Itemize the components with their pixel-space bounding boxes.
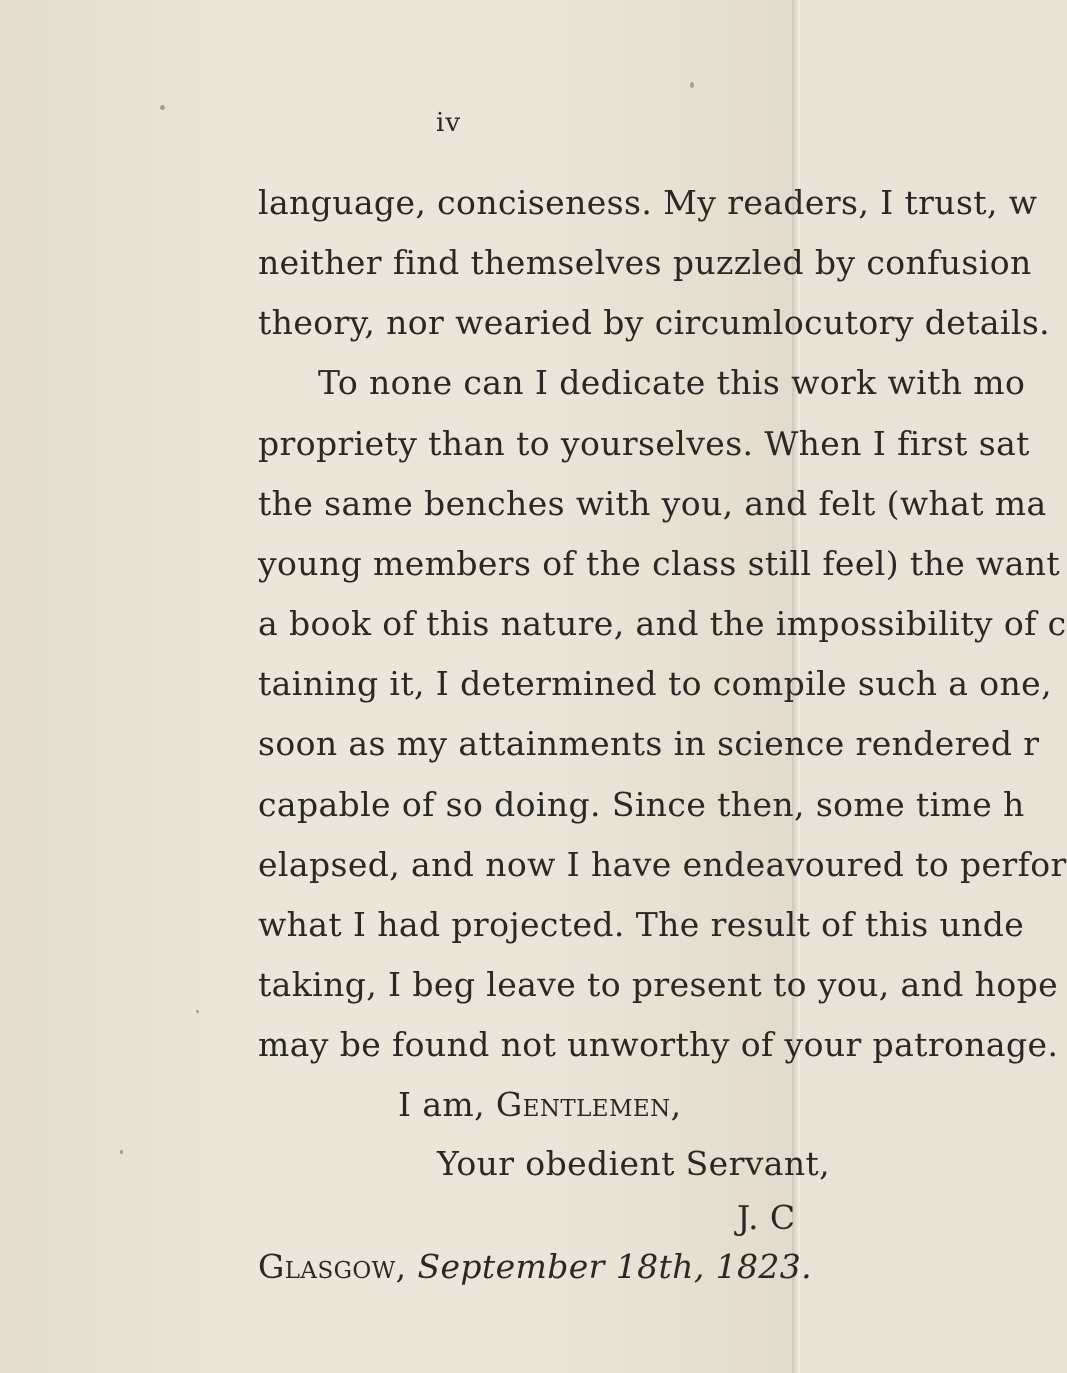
text-line-12: elapsed, and now I have endeavoured to perfor	[258, 845, 1067, 884]
text-line-15: may be found not unworthy of your patronage.	[258, 1025, 1059, 1064]
page-number: iv	[436, 108, 462, 138]
text-line-6: the same benches with you, and felt (what ma	[258, 484, 1047, 523]
dateline-place: Glasgow,	[258, 1247, 407, 1286]
text-line-2: neither find themselves puzzled by confusion	[258, 243, 1032, 282]
text-line-11: capable of so doing. Since then, some time h	[258, 785, 1025, 824]
text-line-4: To none can I dedicate this work with mo	[318, 363, 1026, 402]
closing-prefix: I am,	[398, 1085, 496, 1124]
text-line-3: theory, nor wearied by circumlocutory details.	[258, 303, 1051, 342]
dateline-date: September 18th, 1823.	[417, 1247, 813, 1286]
closing-salutation: Gentlemen,	[495, 1085, 682, 1124]
text-line-13: what I had projected. The result of this unde	[258, 905, 1025, 944]
dateline	[258, 1247, 813, 1286]
text-line-1: language, conciseness. My readers, I trust, w	[258, 183, 1038, 222]
text-line-8: a book of this nature, and the impossibility of c	[258, 604, 1067, 643]
text-line-14: taking, I beg leave to present to you, and hope	[258, 965, 1059, 1004]
foxing-spot	[120, 1150, 123, 1154]
signature-initials: J. C	[737, 1198, 796, 1237]
text-line-10: soon as my attainments in science rendered r	[258, 724, 1040, 763]
foxing-spot	[690, 82, 694, 88]
closing-servant-line: Your obedient Servant,	[437, 1144, 831, 1183]
text-line-9: taining it, I determined to compile such a one,	[258, 664, 1052, 703]
foxing-spot	[160, 105, 165, 110]
closing-line	[398, 1085, 800, 1124]
foxing-spot	[196, 1010, 199, 1013]
text-line-5: propriety than to yourselves. When I first sat	[258, 424, 1030, 463]
text-line-7: young members of the class still feel) the want	[258, 544, 1061, 583]
